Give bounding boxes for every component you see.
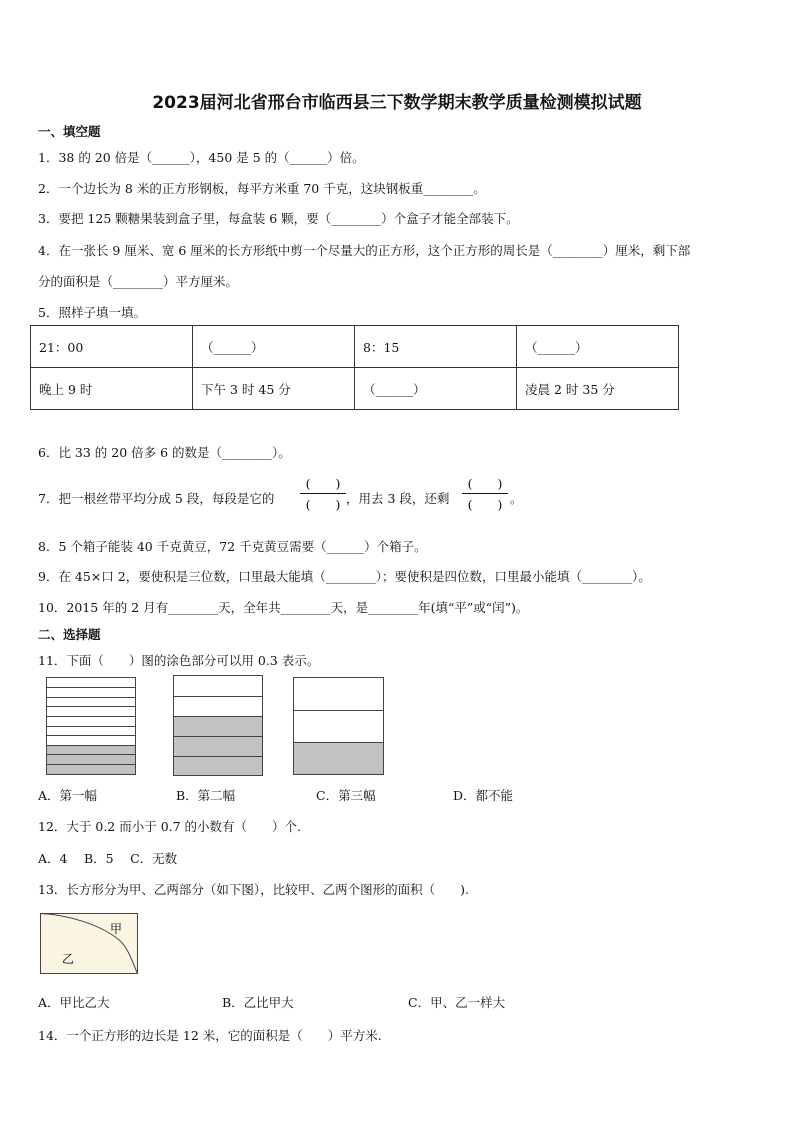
option-a[interactable]: A．甲比乙大	[38, 995, 110, 1010]
exam-title: 2023届河北省邢台市临西县三下数学期末教学质量检测模拟试题	[152, 93, 642, 113]
fraction-numerator: ( )	[467, 476, 503, 491]
divider-line	[47, 754, 135, 755]
table-cell: （______）	[517, 326, 679, 368]
question-7-part2: ，用去 3 段，还剩	[346, 491, 450, 506]
question-11: 11．下面（ ）图的涂色部分可以用 0.3 表示。	[38, 653, 320, 668]
divider-line	[294, 710, 383, 711]
question-13: 13．长方形分为甲、乙两部分（如下图），比较甲、乙两个图形的面积（ ).	[38, 882, 470, 897]
option-d[interactable]: D．都不能	[453, 788, 514, 803]
table-cell: 下午 3 时 45 分	[193, 368, 355, 410]
divider-line	[47, 697, 135, 698]
question-12-options[interactable]: A．4 B．5 C．无数	[38, 851, 178, 866]
fraction-blank-2	[462, 474, 508, 513]
fraction-denominator: ( )	[305, 497, 341, 512]
figure-rectangle-split	[40, 913, 138, 974]
question-5: 5．照样子填一填。	[38, 305, 146, 320]
table-row	[31, 368, 679, 410]
fraction-blank-1	[300, 474, 346, 513]
divider-line	[174, 716, 262, 717]
option-b[interactable]: B．乙比甲大	[222, 995, 294, 1010]
question-6: 6．比 33 的 20 倍多 6 的数是（________）。	[38, 445, 291, 460]
figure-2-bars	[173, 675, 263, 776]
fraction-numerator: ( )	[305, 476, 341, 491]
table-row	[31, 326, 679, 368]
shaded-region	[294, 742, 383, 774]
divider-line	[294, 742, 383, 743]
section-multiple-choice: 二、选择题	[38, 627, 101, 642]
divider-line	[47, 745, 135, 746]
divider-line	[47, 687, 135, 688]
question-12: 12．大于 0.2 而小于 0.7 的小数有（ ）个.	[38, 819, 302, 834]
option-c[interactable]: C．第三幅	[316, 788, 376, 803]
question-7-part1: 7．把一根丝带平均分成 5 段，每段是它的	[38, 491, 275, 506]
fraction-denominator: ( )	[467, 497, 503, 512]
divider-line	[47, 764, 135, 765]
question-7-part3: 。	[510, 491, 523, 506]
figure-1-stripes	[46, 677, 136, 775]
divider-line	[174, 756, 262, 757]
table-cell: （______）	[355, 368, 517, 410]
question-4-line2: 分的面积是（________）平方厘米。	[38, 274, 239, 289]
divider-line	[174, 736, 262, 737]
fraction-bar	[462, 493, 508, 494]
divider-line	[47, 706, 135, 707]
question-10: 10．2015 年的 2 月有________天，全年共________天，是________年(填“平”或“闰”)。	[38, 600, 529, 615]
table-cell: 晚上 9 时	[31, 368, 193, 410]
question-14: 14．一个正方形的边长是 12 米，它的面积是（ ）平方米.	[38, 1028, 382, 1043]
question-2: 2．一个边长为 8 米的正方形钢板，每平方米重 70 千克，这块钢板重________。	[38, 181, 486, 196]
shaded-region	[174, 716, 262, 775]
divider-line	[47, 726, 135, 727]
question-3: 3．要把 125 颗糖果装到盒子里，每盒装 6 颗，要（________）个盒子才能全部装下。	[38, 211, 519, 226]
time-conversion-table	[30, 325, 679, 410]
option-b[interactable]: B．第二幅	[176, 788, 236, 803]
question-8: 8．5 个箱子能装 40 千克黄豆，72 千克黄豆需要（______）个箱子。	[38, 539, 427, 554]
divider-line	[174, 696, 262, 697]
table-cell: 21：00	[31, 326, 193, 368]
section-fill-blank: 一、填空题	[38, 124, 101, 139]
label-yi: 乙	[62, 952, 75, 966]
shaded-region	[47, 745, 135, 774]
question-1: 1．38 的 20 倍是（______），450 是 5 的（______）倍。	[38, 150, 365, 165]
table-cell: （______）	[193, 326, 355, 368]
question-9: 9．在 45×口 2，要使积是三位数，口里最大能填（________）；要使积是四位数，口里最小能填（________）。	[38, 569, 651, 584]
table-cell: 凌晨 2 时 35 分	[517, 368, 679, 410]
label-jia: 甲	[110, 922, 123, 936]
divider-line	[47, 716, 135, 717]
figure-3-thirds	[293, 677, 384, 775]
option-a[interactable]: A．第一幅	[38, 788, 98, 803]
table-cell: 8：15	[355, 326, 517, 368]
option-c[interactable]: C．甲、乙一样大	[408, 995, 506, 1010]
question-4-line1: 4．在一张长 9 厘米、宽 6 厘米的长方形纸中剪一个尽量大的正方形，这个正方形的周长是（________）厘米，剩下部	[38, 243, 691, 258]
divider-line	[47, 735, 135, 736]
fraction-bar	[300, 493, 346, 494]
